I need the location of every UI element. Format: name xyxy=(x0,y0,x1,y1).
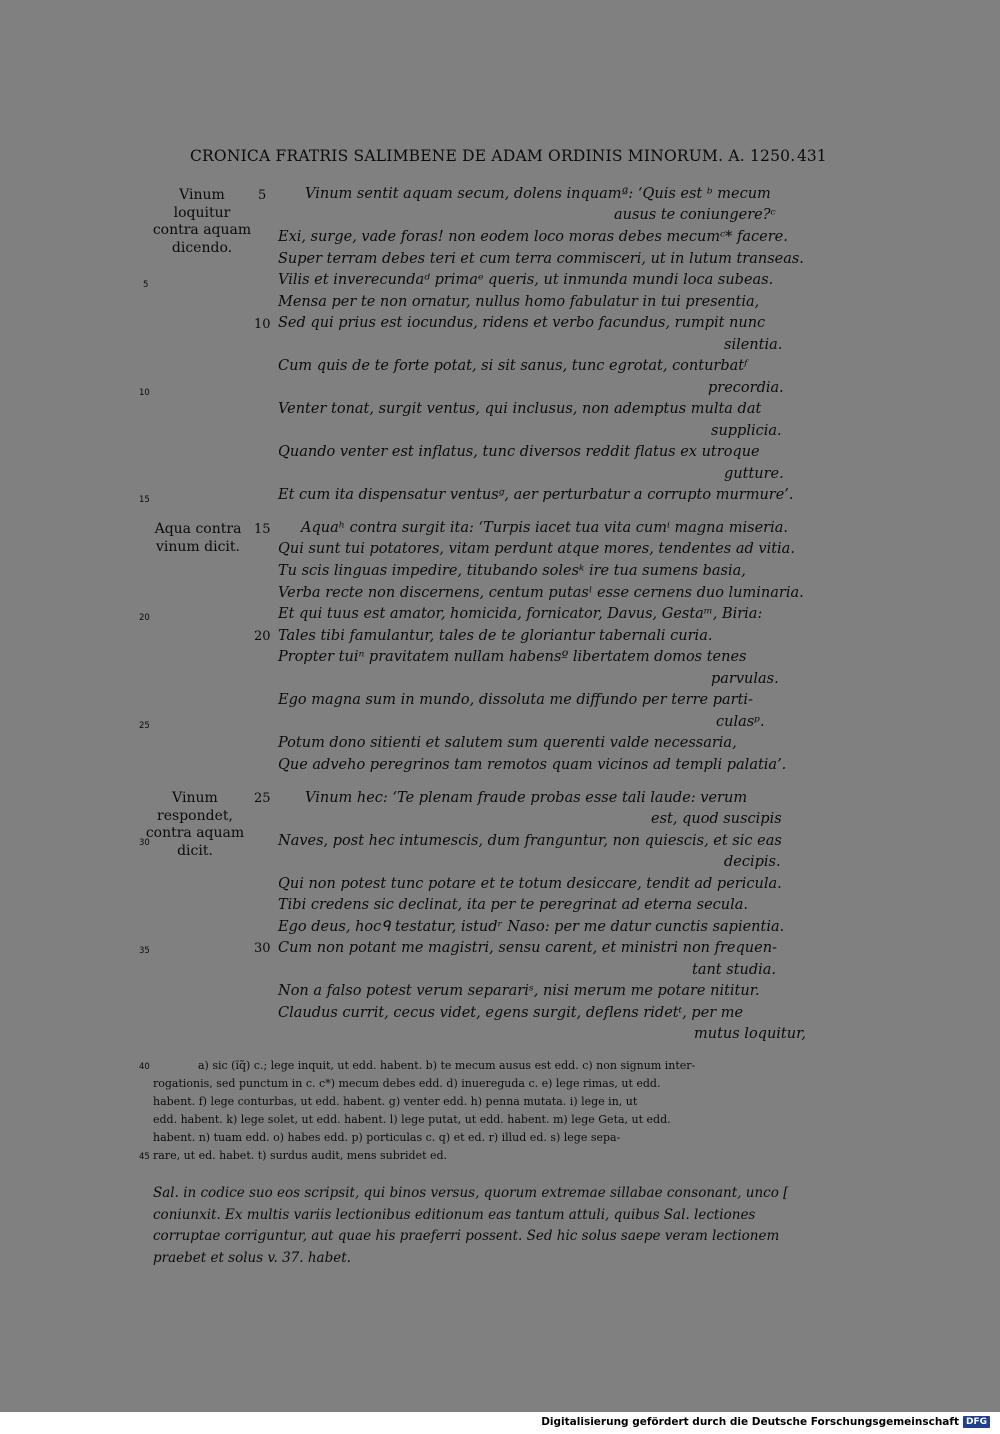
line-number: 40 xyxy=(139,1062,150,1072)
verse-line: Venter tonat, surgit ventus, qui inclusus, non ademptus multa dat xyxy=(278,401,762,417)
verse-line: supplicia. xyxy=(711,423,782,439)
verse-line: Tu scis linguas impedire, titubando solesᵏ ire tua sumens basia, xyxy=(278,563,746,579)
verse-line: Et qui tuus est amator, homicida, fornicator, Davus, Gestaᵐ, Biria: xyxy=(278,606,763,622)
verse-line: Naves, post hec intumescis, dum franguntur, non quiescis, et sic eas xyxy=(278,833,782,849)
footnote-line: edd. habent. k) lege solet, ut edd. habent. l) lege putat, ut edd. habent. m) lege Geta, ut edd. xyxy=(153,1113,671,1126)
verse-line: ausus te coniungere?ᶜ xyxy=(614,207,776,223)
verse-number: 10 xyxy=(254,317,271,332)
footnote-line: rogationis, sed punctum in c. c*) mecum debes edd. d) inuereguda c. e) lege rimas, ut edd. xyxy=(153,1077,661,1090)
dfg-logo-icon: DFG xyxy=(963,1416,990,1428)
verse-line: culasᵖ. xyxy=(716,714,765,730)
line-number: 25 xyxy=(139,721,150,731)
verse-line: Qui non potest tunc potare et te totum desiccare, tendit ad pericula. xyxy=(278,876,782,892)
line-number: 35 xyxy=(139,946,150,956)
verse-line: Quando venter est inflatus, tunc diversos reddit flatus ex utroque xyxy=(278,444,760,460)
verse-line: est, quod suscipis xyxy=(651,811,782,827)
line-number: 15 xyxy=(139,495,150,505)
line-number: 30 xyxy=(139,838,150,848)
line-number: 5 xyxy=(143,280,149,290)
verse-line: Sed qui prius est iocundus, ridens et verbo facundus, rumpit nunc xyxy=(278,315,766,331)
verse-line: Vinum sentit aquam secum, dolens inquamª: ‘Quis est ᵇ mecum xyxy=(305,186,771,202)
verse-line: parvulas. xyxy=(711,671,779,687)
verse-line: decipis. xyxy=(724,854,781,870)
footer-text: Digitalisierung gefördert durch die Deutsche Forschungsgemeinschaft xyxy=(541,1416,959,1428)
verse-line: Potum dono sitienti et salutem sum querenti valde necessaria, xyxy=(278,735,737,751)
side-note: Vinum loquitur contra aquam dicendo. xyxy=(152,187,252,256)
verse-line: Cum non potant me magistri, sensu carent, et ministri non frequen- xyxy=(278,940,777,956)
verse-line: Exi, surge, vade foras! non eodem loco moras debes mecumᶜ* facere. xyxy=(278,229,788,245)
verse-line: silentia. xyxy=(724,337,783,353)
dfg-footer[interactable] xyxy=(537,1414,994,1430)
line-number: 45 xyxy=(139,1152,150,1162)
verse-number: 20 xyxy=(254,629,271,644)
verse-line: Ego deus, hocᑫ testatur, istudʳ Naso: per me datur cunctis sapientia. xyxy=(278,919,785,935)
verse-line: Vinum hec: ‘Te plenam fraude probas esse tali laude: verum xyxy=(305,790,748,806)
verse-line: Claudus currit, cecus videt, egens surgit, deflens ridetᵗ, per me xyxy=(278,1005,744,1021)
closing-paragraph: Sal. in codice suo eos scripsit, qui binos versus, quorum extremae sillabae consonant, unco [ coniunxit. Ex multis variis lectionibus editionum eas tantum attuli, quibus Sal. lectiones corruptae corriguntur, aut quae his praeferri possent. Sed hic solus saepe veram lectionem praebet et solus v. 37. habet. xyxy=(153,1185,789,1266)
footnote-line: a) sic (ĩq̃) c.; lege inquit, ut edd. habent. b) te mecum ausus est edd. c) non signum inter- xyxy=(198,1059,696,1072)
verse-line: Ego magna sum in mundo, dissoluta me diffundo per terre parti- xyxy=(278,692,753,708)
footnote-line: habent. n) tuam edd. o) habes edd. p) porticulas c. q) et ed. r) illud ed. s) lege sepa- xyxy=(153,1131,621,1144)
line-number: 10 xyxy=(139,388,150,398)
page-number: 431 xyxy=(797,147,827,165)
verse-line: Et cum ita dispensatur ventusᵍ, aer perturbatur a corrupto murmure’. xyxy=(278,487,794,503)
verse-line: tant studia. xyxy=(692,962,777,978)
verse-line: Tibi credens sic declinat, ita per te peregrinat ad eterna secula. xyxy=(278,897,749,913)
side-note: Aqua contra vinum dicit. xyxy=(154,521,242,555)
verse-number: 30 xyxy=(254,941,271,956)
footnote-line: habent. f) lege conturbas, ut edd. habent. g) venter edd. h) penna mutata. i) lege in, ut xyxy=(153,1095,638,1108)
verse-line: Propter tuiⁿ pravitatem nullam habensº libertatem domos tenes xyxy=(278,649,747,665)
footnote-line: rare, ut ed. habet. t) surdus audit, mens subridet ed. xyxy=(153,1149,448,1162)
line-number: 20 xyxy=(139,613,150,623)
side-note: Vinum respondet, contra aquam dicit. xyxy=(145,790,245,859)
verse-line: Qui sunt tui potatores, vitam perdunt atque mores, tendentes ad vitia. xyxy=(278,541,795,557)
verse-line: Verba recte non discernens, centum putasˡ esse cernens duo luminaria. xyxy=(278,585,804,601)
verse-line: Non a falso potest verum separariˢ, nisi merum me potare nititur. xyxy=(278,983,760,999)
verse-line: Cum quis de te forte potat, si sit sanus, tunc egrotat, conturbatᶠ xyxy=(278,358,748,374)
verse-line: Vilis et inverecundaᵈ primaᵉ queris, ut inmunda mundi loca subeas. xyxy=(278,272,774,288)
running-header: CRONICA FRATRIS SALIMBENE DE ADAM ORDINIS MINORUM. A. 1250. xyxy=(190,147,796,165)
verse-number: 5 xyxy=(258,188,267,203)
verse-line: Mensa per te non ornatur, nullus homo fabulatur in tui presentia, xyxy=(278,294,760,310)
verse-line: Super terram debes teri et cum terra commisceri, ut in lutum transeas. xyxy=(278,251,804,267)
verse-line: Tales tibi famulantur, tales de te gloriantur tabernali curia. xyxy=(278,628,713,644)
verse-number: 15 xyxy=(254,522,271,537)
verse-number: 25 xyxy=(254,791,271,806)
verse-line: Aquaʰ contra surgit ita: ‘Turpis iacet tua vita cumⁱ magna miseria. xyxy=(301,520,788,536)
verse-line: Que adveho peregrinos tam remotos quam vicinos ad templi palatia’. xyxy=(278,757,787,773)
verse-line: precordia. xyxy=(708,380,784,396)
verse-line: gutture. xyxy=(724,466,784,482)
verse-line: mutus loquitur, xyxy=(694,1026,807,1042)
